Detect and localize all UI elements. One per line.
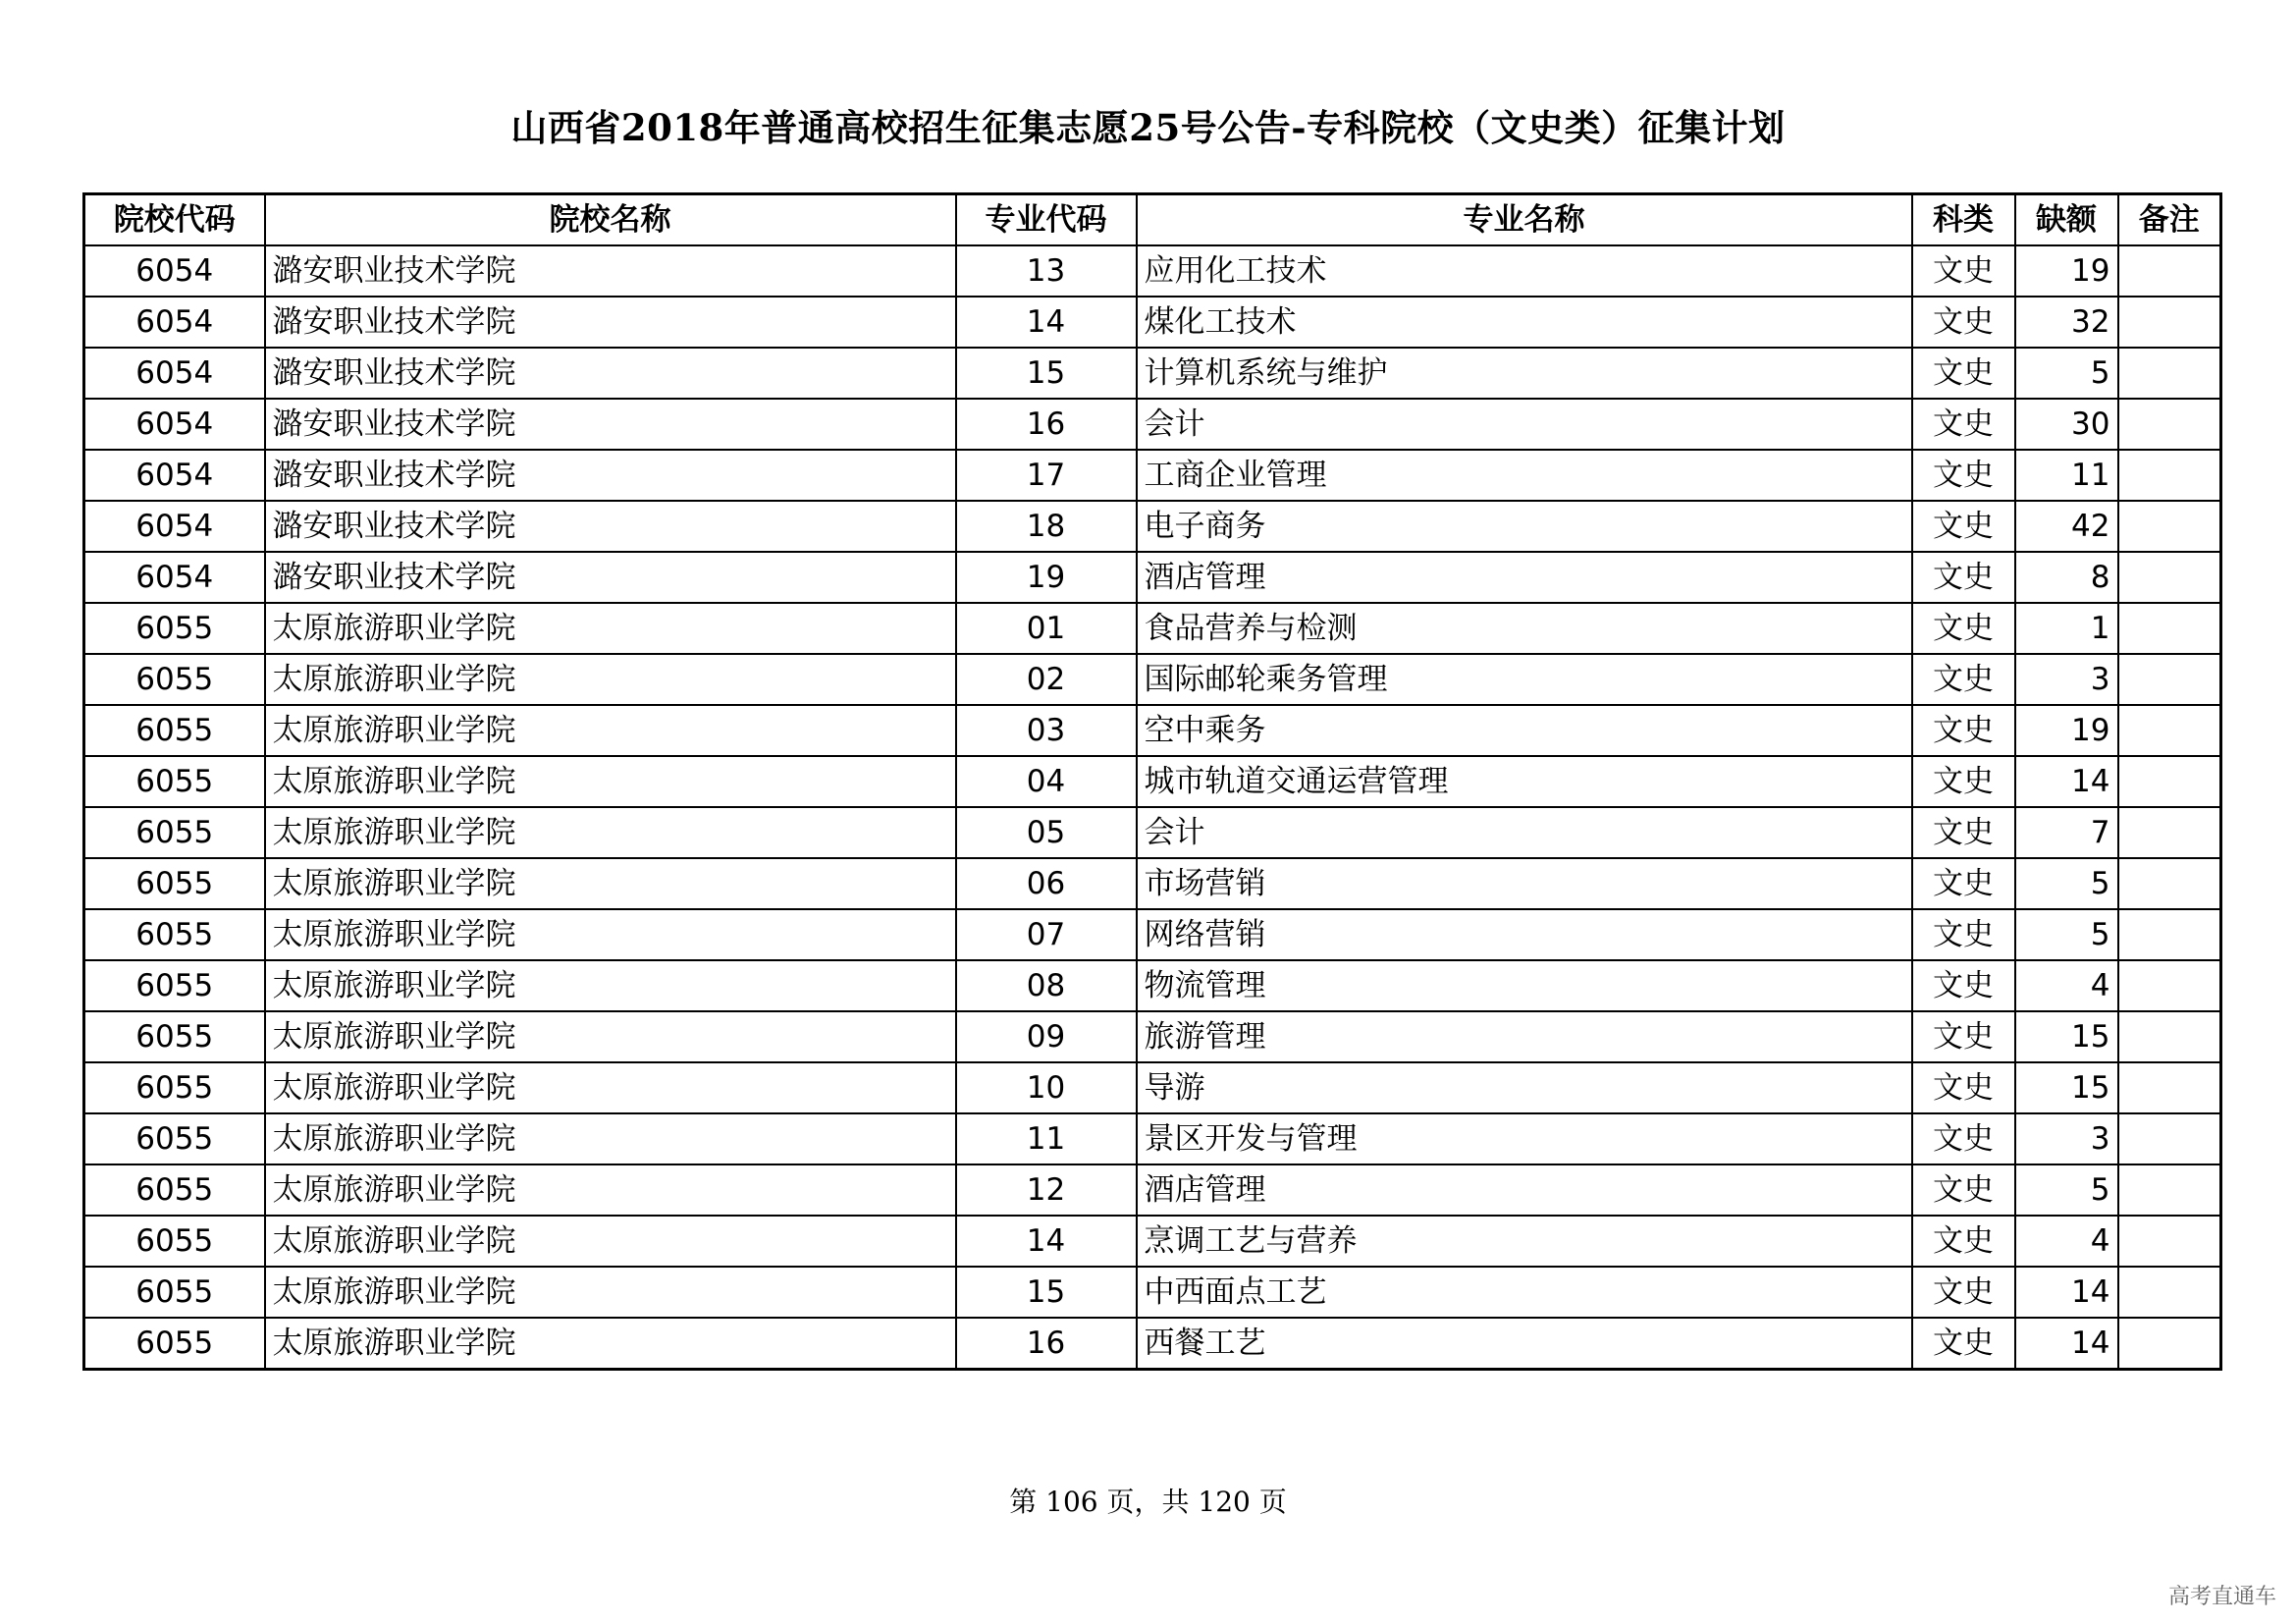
cell-remarks: [2118, 297, 2221, 348]
cell-vacancies: 5: [2015, 348, 2118, 399]
header-row: [84, 194, 2221, 246]
cell-school-code: 6055: [84, 603, 265, 654]
cell-school-name: 太原旅游职业学院: [265, 858, 956, 909]
cell-vacancies: 14: [2015, 756, 2118, 807]
cell-category: 文史: [1912, 1011, 2015, 1062]
cell-vacancies: 14: [2015, 1318, 2118, 1370]
cell-major-code: 14: [956, 297, 1137, 348]
cell-remarks: [2118, 552, 2221, 603]
cell-remarks: [2118, 1011, 2221, 1062]
cell-vacancies: 5: [2015, 1164, 2118, 1216]
table-row: [84, 1164, 2221, 1216]
cell-school-name: 太原旅游职业学院: [265, 1318, 956, 1370]
cell-major-name: 食品营养与检测: [1137, 603, 1912, 654]
cell-school-name: 潞安职业技术学院: [265, 501, 956, 552]
cell-major-code: 09: [956, 1011, 1137, 1062]
table-row: [84, 909, 2221, 960]
cell-school-code: 6055: [84, 756, 265, 807]
header-vacancies: 缺额: [2015, 194, 2118, 246]
cell-remarks: [2118, 909, 2221, 960]
cell-major-code: 10: [956, 1062, 1137, 1113]
cell-category: 文史: [1912, 1318, 2015, 1370]
table-row: [84, 399, 2221, 450]
table-row: [84, 603, 2221, 654]
cell-school-name: 太原旅游职业学院: [265, 1267, 956, 1318]
cell-category: 文史: [1912, 1164, 2015, 1216]
cell-major-code: 11: [956, 1113, 1137, 1164]
watermark: 高考直通车: [2167, 1585, 2276, 1609]
cell-remarks: [2118, 1267, 2221, 1318]
cell-major-name: 网络营销: [1137, 909, 1912, 960]
cell-school-code: 6054: [84, 297, 265, 348]
cell-school-name: 潞安职业技术学院: [265, 297, 956, 348]
cell-major-name: 景区开发与管理: [1137, 1113, 1912, 1164]
cell-major-name: 会计: [1137, 399, 1912, 450]
cell-vacancies: 4: [2015, 1216, 2118, 1267]
cell-school-code: 6055: [84, 1011, 265, 1062]
cell-remarks: [2118, 1318, 2221, 1370]
table-body: [84, 245, 2221, 1370]
cell-category: 文史: [1912, 348, 2015, 399]
cell-school-name: 太原旅游职业学院: [265, 603, 956, 654]
table-row: [84, 1011, 2221, 1062]
cell-category: 文史: [1912, 1062, 2015, 1113]
cell-major-name: 城市轨道交通运营管理: [1137, 756, 1912, 807]
cell-category: 文史: [1912, 399, 2015, 450]
cell-vacancies: 32: [2015, 297, 2118, 348]
cell-major-name: 煤化工技术: [1137, 297, 1912, 348]
cell-category: 文史: [1912, 909, 2015, 960]
table-row: [84, 501, 2221, 552]
cell-category: 文史: [1912, 501, 2015, 552]
table-row: [84, 654, 2221, 705]
cell-school-code: 6055: [84, 654, 265, 705]
cell-remarks: [2118, 1113, 2221, 1164]
cell-major-code: 03: [956, 705, 1137, 756]
cell-category: 文史: [1912, 960, 2015, 1011]
cell-school-code: 6055: [84, 858, 265, 909]
cell-major-code: 02: [956, 654, 1137, 705]
cell-vacancies: 7: [2015, 807, 2118, 858]
cell-remarks: [2118, 807, 2221, 858]
cell-category: 文史: [1912, 450, 2015, 501]
cell-school-name: 潞安职业技术学院: [265, 450, 956, 501]
cell-remarks: [2118, 399, 2221, 450]
cell-category: 文史: [1912, 756, 2015, 807]
cell-major-code: 15: [956, 1267, 1137, 1318]
cell-school-code: 6055: [84, 705, 265, 756]
cell-major-name: 市场营销: [1137, 858, 1912, 909]
cell-school-name: 太原旅游职业学院: [265, 756, 956, 807]
table-row: [84, 348, 2221, 399]
cell-vacancies: 4: [2015, 960, 2118, 1011]
cell-major-code: 07: [956, 909, 1137, 960]
cell-school-name: 太原旅游职业学院: [265, 1216, 956, 1267]
cell-vacancies: 19: [2015, 705, 2118, 756]
header-major-code: 专业代码: [956, 194, 1137, 246]
cell-school-code: 6054: [84, 450, 265, 501]
cell-category: 文史: [1912, 603, 2015, 654]
cell-remarks: [2118, 603, 2221, 654]
cell-category: 文史: [1912, 654, 2015, 705]
cell-vacancies: 19: [2015, 245, 2118, 297]
enrollment-plan-table: [82, 192, 2222, 1371]
cell-vacancies: 42: [2015, 501, 2118, 552]
cell-school-code: 6054: [84, 501, 265, 552]
cell-major-code: 05: [956, 807, 1137, 858]
cell-school-name: 太原旅游职业学院: [265, 960, 956, 1011]
table-row: [84, 1113, 2221, 1164]
cell-major-code: 08: [956, 960, 1137, 1011]
cell-school-code: 6055: [84, 1113, 265, 1164]
cell-major-name: 计算机系统与维护: [1137, 348, 1912, 399]
cell-major-code: 15: [956, 348, 1137, 399]
table-row: [84, 245, 2221, 297]
cell-school-name: 太原旅游职业学院: [265, 1164, 956, 1216]
cell-vacancies: 3: [2015, 1113, 2118, 1164]
cell-vacancies: 14: [2015, 1267, 2118, 1318]
cell-major-name: 会计: [1137, 807, 1912, 858]
cell-category: 文史: [1912, 552, 2015, 603]
cell-major-name: 酒店管理: [1137, 1164, 1912, 1216]
cell-major-code: 16: [956, 1318, 1137, 1370]
cell-vacancies: 30: [2015, 399, 2118, 450]
cell-category: 文史: [1912, 1267, 2015, 1318]
cell-vacancies: 5: [2015, 858, 2118, 909]
cell-school-name: 太原旅游职业学院: [265, 705, 956, 756]
cell-major-name: 中西面点工艺: [1137, 1267, 1912, 1318]
cell-major-code: 04: [956, 756, 1137, 807]
cell-major-name: 西餐工艺: [1137, 1318, 1912, 1370]
cell-category: 文史: [1912, 705, 2015, 756]
cell-school-name: 太原旅游职业学院: [265, 1062, 956, 1113]
cell-major-name: 旅游管理: [1137, 1011, 1912, 1062]
cell-vacancies: 3: [2015, 654, 2118, 705]
table-header: [84, 194, 2221, 246]
cell-remarks: [2118, 501, 2221, 552]
cell-major-code: 13: [956, 245, 1137, 297]
cell-school-code: 6055: [84, 1318, 265, 1370]
cell-major-name: 应用化工技术: [1137, 245, 1912, 297]
cell-major-name: 烹调工艺与营养: [1137, 1216, 1912, 1267]
cell-category: 文史: [1912, 297, 2015, 348]
page-title: 山西省2018年普通高校招生征集志愿25号公告-专科院校（文史类）征集计划: [510, 106, 1786, 149]
cell-school-code: 6055: [84, 1216, 265, 1267]
cell-remarks: [2118, 1216, 2221, 1267]
cell-school-code: 6055: [84, 1164, 265, 1216]
header-school-code: 院校代码: [84, 194, 265, 246]
cell-major-name: 电子商务: [1137, 501, 1912, 552]
cell-major-code: 01: [956, 603, 1137, 654]
cell-school-name: 太原旅游职业学院: [265, 1113, 956, 1164]
cell-school-name: 太原旅游职业学院: [265, 807, 956, 858]
header-major-name: 专业名称: [1137, 194, 1912, 246]
table-row: [84, 552, 2221, 603]
cell-school-name: 潞安职业技术学院: [265, 348, 956, 399]
cell-major-name: 导游: [1137, 1062, 1912, 1113]
cell-school-code: 6054: [84, 245, 265, 297]
cell-remarks: [2118, 1062, 2221, 1113]
table-row: [84, 756, 2221, 807]
cell-school-name: 太原旅游职业学院: [265, 909, 956, 960]
cell-remarks: [2118, 756, 2221, 807]
cell-major-name: 工商企业管理: [1137, 450, 1912, 501]
cell-school-code: 6054: [84, 552, 265, 603]
table-row: [84, 858, 2221, 909]
cell-major-code: 19: [956, 552, 1137, 603]
header-remarks: 备注: [2118, 194, 2221, 246]
cell-major-code: 06: [956, 858, 1137, 909]
cell-school-name: 潞安职业技术学院: [265, 552, 956, 603]
table-row: [84, 807, 2221, 858]
cell-vacancies: 15: [2015, 1011, 2118, 1062]
table-row: [84, 1062, 2221, 1113]
cell-remarks: [2118, 654, 2221, 705]
cell-major-code: 12: [956, 1164, 1137, 1216]
cell-major-name: 空中乘务: [1137, 705, 1912, 756]
header-school-name: 院校名称: [265, 194, 956, 246]
cell-school-name: 潞安职业技术学院: [265, 399, 956, 450]
cell-major-code: 18: [956, 501, 1137, 552]
cell-remarks: [2118, 450, 2221, 501]
cell-remarks: [2118, 960, 2221, 1011]
cell-major-name: 国际邮轮乘务管理: [1137, 654, 1912, 705]
cell-major-code: 16: [956, 399, 1137, 450]
cell-remarks: [2118, 705, 2221, 756]
cell-major-name: 酒店管理: [1137, 552, 1912, 603]
cell-school-name: 太原旅游职业学院: [265, 654, 956, 705]
table-row: [84, 705, 2221, 756]
cell-vacancies: 15: [2015, 1062, 2118, 1113]
table-row: [84, 1318, 2221, 1370]
table-row: [84, 1267, 2221, 1318]
cell-category: 文史: [1912, 858, 2015, 909]
table-row: [84, 297, 2221, 348]
cell-school-code: 6054: [84, 399, 265, 450]
cell-school-code: 6055: [84, 1062, 265, 1113]
cell-vacancies: 11: [2015, 450, 2118, 501]
cell-remarks: [2118, 348, 2221, 399]
cell-category: 文史: [1912, 1216, 2015, 1267]
cell-major-code: 17: [956, 450, 1137, 501]
page-footer: 第 106 页，共 120 页: [1009, 1486, 1287, 1518]
cell-school-code: 6055: [84, 807, 265, 858]
cell-category: 文史: [1912, 807, 2015, 858]
cell-major-code: 14: [956, 1216, 1137, 1267]
cell-school-code: 6054: [84, 348, 265, 399]
cell-remarks: [2118, 245, 2221, 297]
cell-vacancies: 5: [2015, 909, 2118, 960]
cell-major-name: 物流管理: [1137, 960, 1912, 1011]
header-category: 科类: [1912, 194, 2015, 246]
cell-category: 文史: [1912, 1113, 2015, 1164]
cell-school-code: 6055: [84, 909, 265, 960]
cell-vacancies: 8: [2015, 552, 2118, 603]
cell-school-name: 太原旅游职业学院: [265, 1011, 956, 1062]
table-row: [84, 960, 2221, 1011]
cell-category: 文史: [1912, 245, 2015, 297]
table-row: [84, 450, 2221, 501]
cell-remarks: [2118, 858, 2221, 909]
table-row: [84, 1216, 2221, 1267]
cell-school-code: 6055: [84, 1267, 265, 1318]
cell-remarks: [2118, 1164, 2221, 1216]
cell-school-name: 潞安职业技术学院: [265, 245, 956, 297]
cell-vacancies: 1: [2015, 603, 2118, 654]
cell-school-code: 6055: [84, 960, 265, 1011]
